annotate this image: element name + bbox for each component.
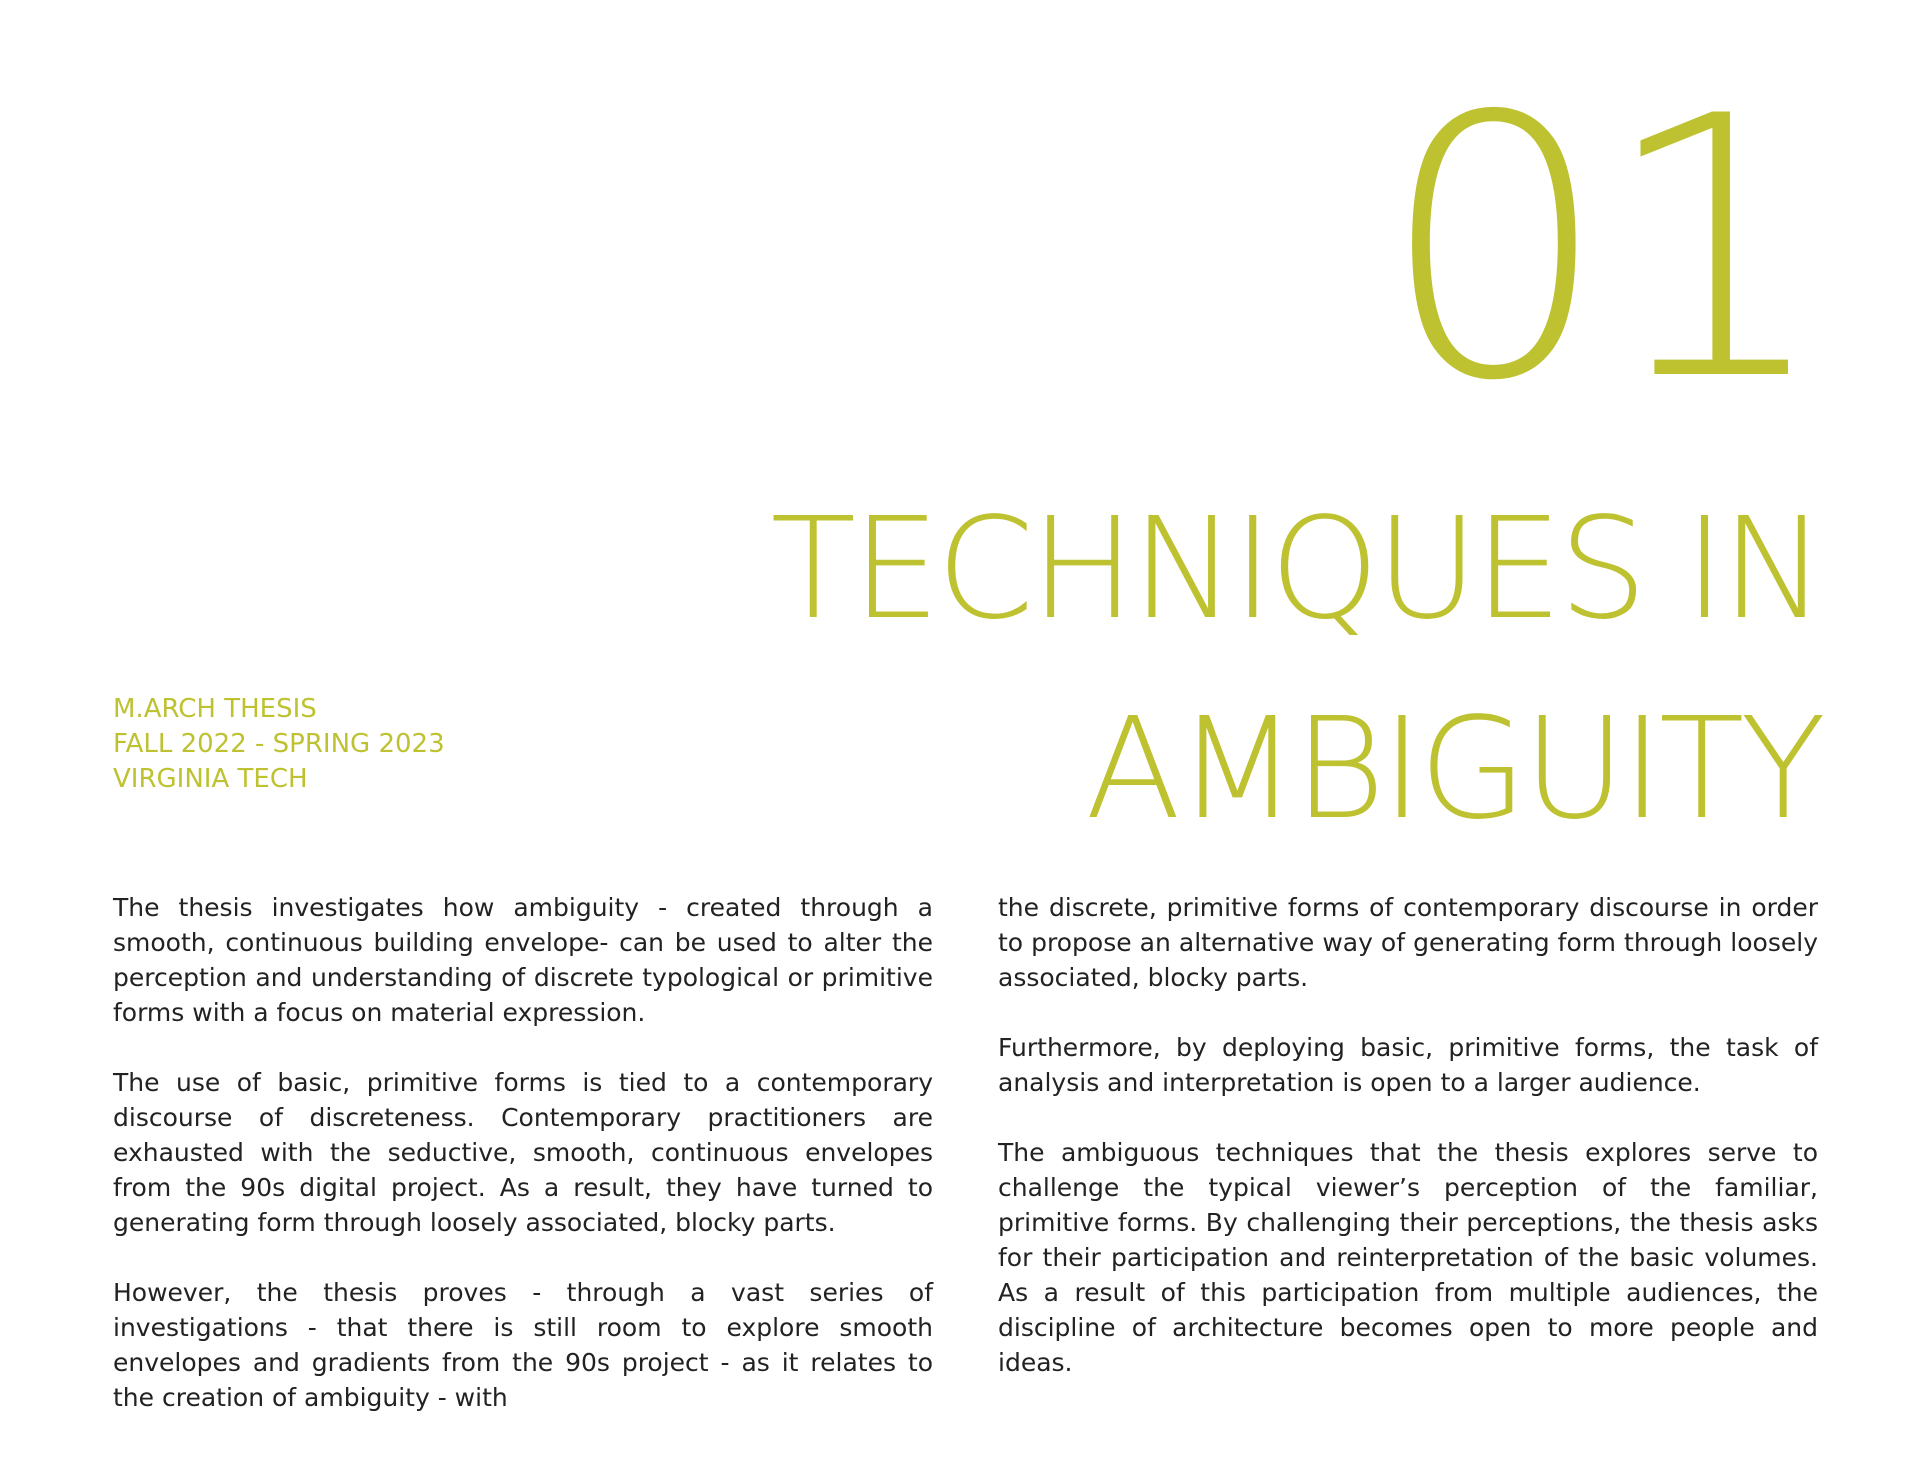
chapter-title-line-1: TECHNIQUES IN [770, 488, 1822, 651]
body-right-column [998, 890, 1818, 1415]
meta-degree: M.ARCH THESIS [113, 694, 317, 724]
body-paragraph: The thesis investigates how ambiguity - created through a smooth, continuous building envelope- can be used to alter the perception and understanding of discrete typological or primitive forms with a focus on material expression. [113, 893, 933, 1027]
meta-institution: VIRGINIA TECH [113, 764, 308, 794]
body-paragraph: Furthermore, by deploying basic, primitive forms, the task of analysis and interpretation is open to a larger audience. [998, 1033, 1818, 1097]
chapter-number: 01 [1379, 40, 1822, 459]
body-left-column [113, 890, 933, 1450]
chapter-title-line-2: AMBIGUITY [1085, 688, 1822, 851]
chapter-title [770, 470, 1822, 870]
body-paragraph: the discrete, primitive forms of contemporary discourse in order to propose an alternative way of generating form through loosely associated, blocky parts. [998, 893, 1818, 992]
meta-term: FALL 2022 - SPRING 2023 [113, 729, 445, 759]
body-paragraph: The use of basic, primitive forms is tied to a contemporary discourse of discreteness. Contemporary practitioners are exhausted with the seductive, smooth, continuous envelopes from the 90s digital project. As a result, they have turned to generating form through loosely associated, blocky parts. [113, 1068, 933, 1237]
body-paragraph: The ambiguous techniques that the thesis explores serve to challenge the typical viewer’s perception of the familiar, primitive forms. By challenging their perceptions, the thesis asks for their participation and reinterpretation of the basic volumes. As a result of this participation from multiple audiences, the discipline of architecture becomes open to more people and ideas. [998, 1138, 1818, 1377]
body-paragraph: However, the thesis proves - through a vast series of investigations - that there is still room to explore smooth envelopes and gradients from the 90s project - as it relates to the creation of ambiguity - with [113, 1278, 933, 1412]
thesis-meta [113, 692, 445, 797]
